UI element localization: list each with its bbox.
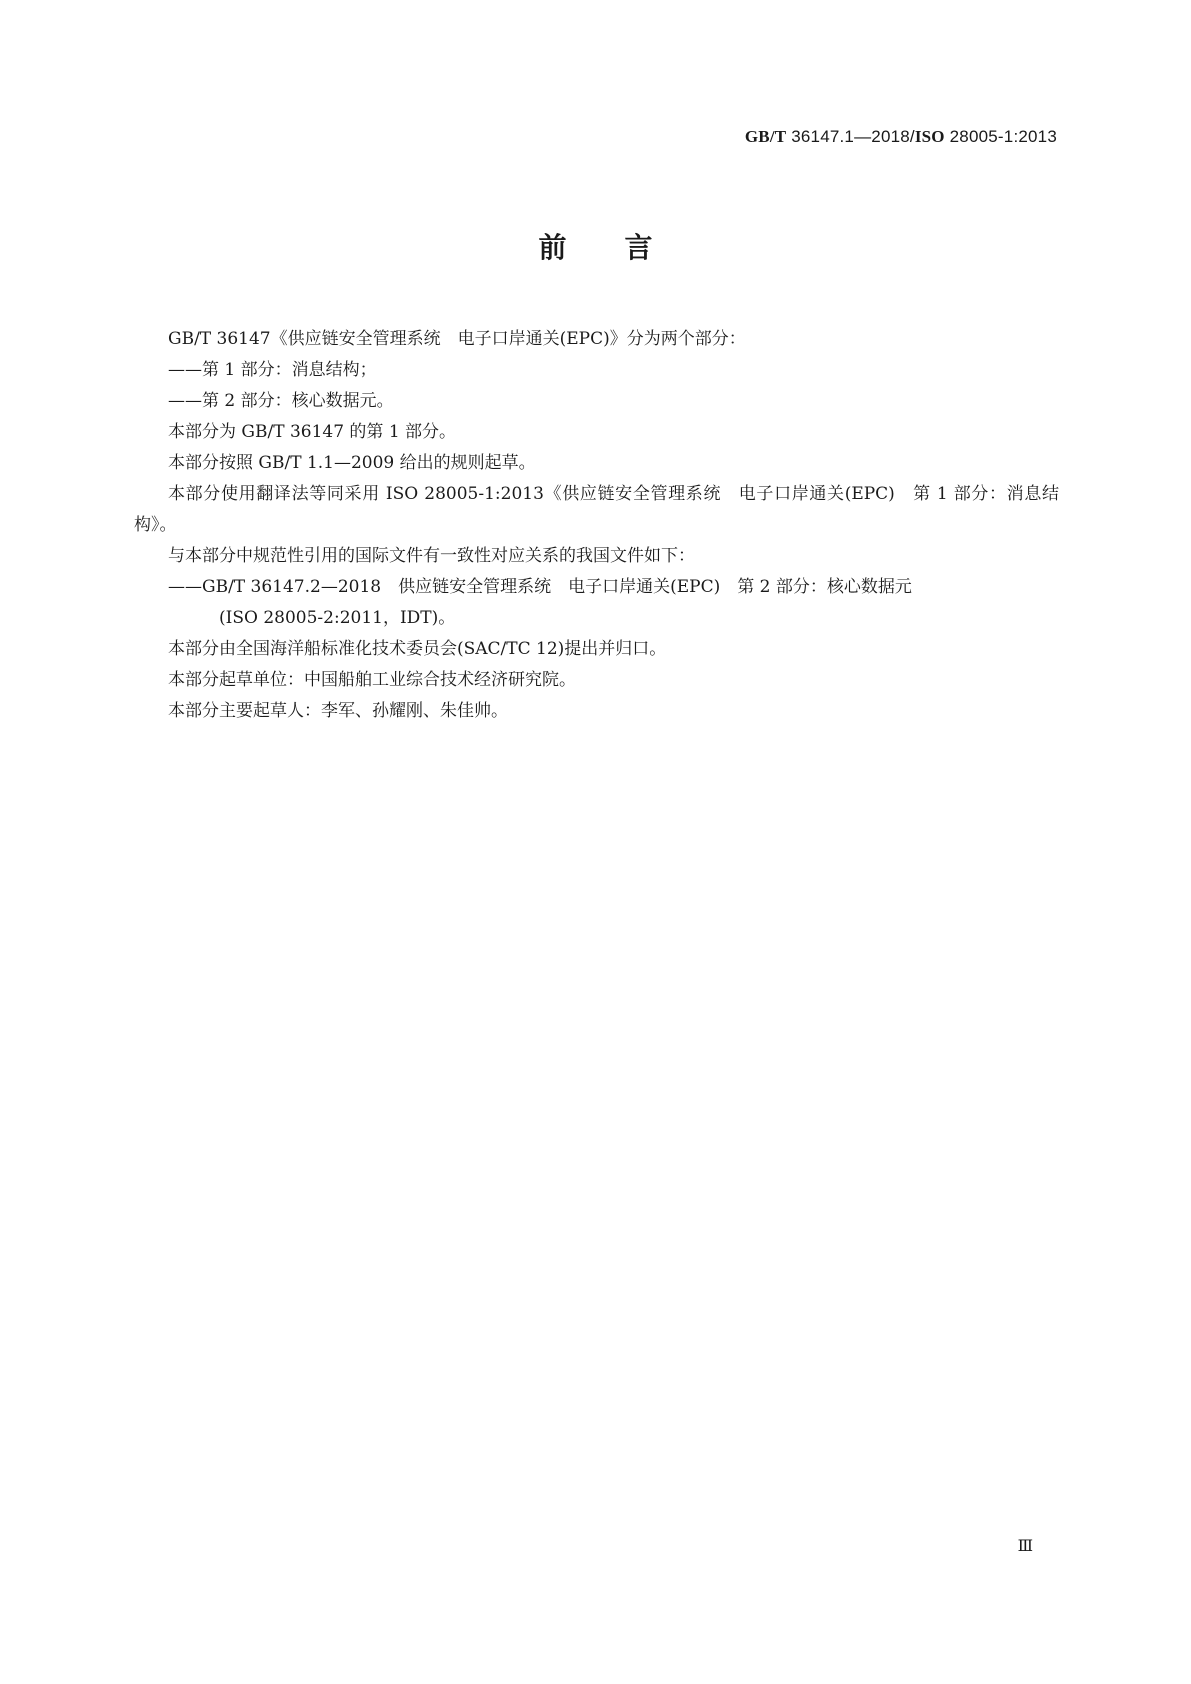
standard-number — [745, 127, 1057, 147]
list-item-part2: ——第 2 部分：核心数据元。 — [168, 391, 394, 411]
page-title: 前言 — [538, 231, 711, 264]
paragraph-drafting-rules: 本部分按照 GB/T 1.1—2009 给出的规则起草。 — [168, 453, 536, 473]
paragraph-drafters: 本部分主要起草人：李军、孙耀刚、朱佳帅。 — [168, 701, 508, 721]
standard-iso-number: 28005-1:2013 — [944, 127, 1057, 146]
paragraph-correspondence: 与本部分中规范性引用的国际文件有一致性对应关系的我国文件如下： — [168, 546, 695, 566]
paragraph-proposer: 本部分由全国海洋船标准化技术委员会(SAC/TC 12)提出并归口。 — [168, 639, 667, 659]
paragraph-part-of: 本部分为 GB/T 36147 的第 1 部分。 — [168, 422, 457, 442]
standard-prefix: GB/T — [744, 127, 787, 146]
list-item-part1: ——第 1 部分：消息结构； — [168, 360, 377, 380]
paragraph-intro: GB/T 36147《供应链安全管理系统 电子口岸通关(EPC)》分为两个部分： — [168, 329, 746, 349]
list-item-corresponding-doc: ——GB/T 36147.2—2018 供应链安全管理系统 电子口岸通关(EPC) 第 2 部分：核心数据元 — [168, 577, 912, 597]
standard-iso-prefix: ISO — [914, 127, 945, 146]
paragraph-adoption: 本部分使用翻译法等同采用 ISO 28005-1:2013《供应链安全管理系统 电子口岸通关(EPC) 第 1 部分：消息结构》。 — [134, 484, 1059, 535]
foreword-body — [134, 324, 1059, 727]
standard-number-main: 36147.1—2018/ — [786, 127, 915, 146]
list-item-corresponding-doc-cont: (ISO 28005-2:2011，IDT)。 — [219, 608, 456, 628]
paragraph-drafting-unit: 本部分起草单位：中国船舶工业综合技术经济研究院。 — [168, 670, 576, 690]
page-number: Ⅲ — [1017, 1538, 1033, 1555]
